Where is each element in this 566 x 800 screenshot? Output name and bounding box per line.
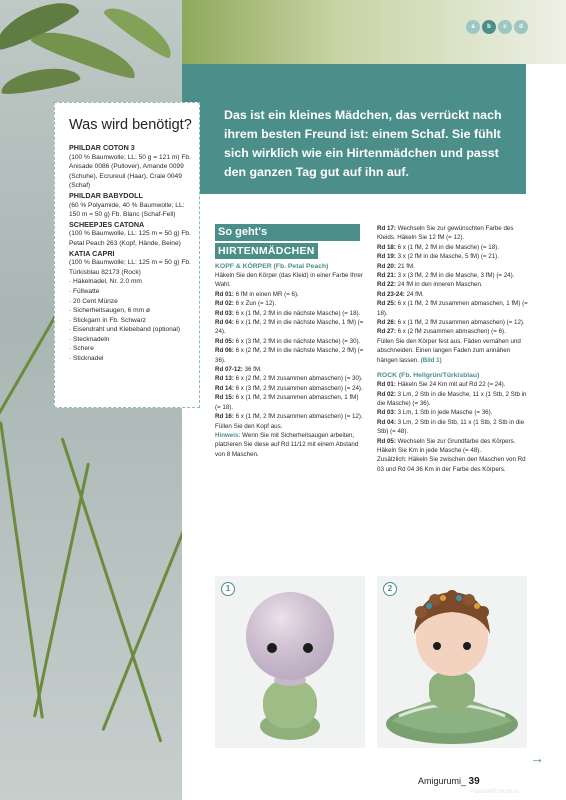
pattern-row: [215, 290, 365, 299]
head-end-note: Füllen Sie den Kopf aus.: [215, 422, 283, 430]
row-label: Rd 03:: [215, 309, 234, 317]
material-item: · Stecknadeln: [69, 335, 193, 345]
row-text: 36 fM.: [242, 366, 262, 374]
row-label: Rd 17:: [377, 225, 396, 232]
material-item: · Sicherheitsaugen, 6 mm ø: [69, 306, 193, 316]
doll-head-illustration: [215, 576, 365, 748]
row-label: Rd 06:: [215, 347, 234, 355]
row-text: 6 x (1 fM, 2 fM zusammen abmaschen) (= 12).: [233, 413, 363, 421]
row-text: 3 x (2 fM in die Masche, 5 fM) (= 21).: [395, 253, 499, 261]
row-label: Rd 20:: [377, 262, 396, 270]
skirt-end-note: Zusätzlich: Häkeln Sie zwischen den Maschen von Rd 03 und Rd 04 36 Km in der Farbe des Körpers.: [377, 456, 526, 473]
nav-dot-1: a: [466, 20, 480, 34]
row-text: Häkeln Sie 24 Km mit auf Rd 22 (= 24).: [395, 381, 506, 389]
row-label: Rd 21:: [377, 272, 396, 280]
row-label: Rd 02:: [377, 390, 396, 398]
row-label: Rd 03:: [377, 409, 396, 417]
row-label: Rd 02:: [215, 300, 234, 308]
photo-step-1: [215, 576, 365, 748]
pattern-row: [215, 374, 365, 383]
section-intro: Häkeln Sie den Körper (das Kleid) in einer Farbe Ihrer Wahl.: [215, 272, 363, 289]
instructions-column-1: [215, 222, 365, 459]
howto-heading: So geht's: [215, 224, 360, 241]
row-label: Rd 01:: [377, 381, 396, 389]
pattern-row: [377, 224, 529, 243]
material-item: · Sticknadel: [69, 354, 193, 364]
material-yarn-detail: (60 % Polyamide, 40 % Baumwolle; LL: 150 m = 50 g) Fb. Blanc (Schaf-Fell): [69, 201, 185, 219]
row-label: Rd 18:: [377, 243, 396, 251]
pattern-row: [377, 290, 529, 299]
magazine-name: Amigurumi: [418, 776, 462, 786]
row-label: Rd 13:: [215, 375, 234, 383]
pattern-row: [215, 309, 365, 318]
hint-text: Wenn Sie mit Sicherheitsaugen arbeiten, platzieren Sie diese auf Rd 11/12 mit einem Abstand von 8 Maschen.: [215, 431, 359, 458]
row-label: Rd 04:: [215, 319, 234, 327]
row-label: Rd 05:: [215, 337, 234, 345]
row-label: Rd 05:: [377, 437, 396, 445]
row-text: 6 x (1 fM, 2 fM zusammen abmaschen, 1 fM) (= 18).: [377, 300, 528, 317]
row-label: Rd 23-24:: [377, 290, 405, 298]
row-label: Rd 04:: [377, 418, 396, 426]
row-text: 6 x (1 fM, 2 fM zusammen abmaschen, 1 fM) (= 18).: [215, 394, 359, 411]
row-text: 6 x (1 fM, 2 fM zusammen abmaschen) (= 12).: [395, 319, 525, 327]
materials-title: Was wird benötigt?: [69, 117, 192, 133]
pattern-row: [215, 412, 365, 421]
row-text: 21 fM.: [395, 262, 415, 270]
pattern-title: HIRTENMÄDCHEN: [215, 243, 318, 259]
row-label: Rd 19:: [377, 253, 396, 261]
material-yarn-detail: (100 % Baumwolle; LL: 50 g = 121 m) Fb. Anisade 0086 (Pullover), Amande 0099 (Schuhe), Ecrureuil (Haar), Craie 0049 (Schaf): [69, 153, 191, 190]
nav-dot-4: d: [514, 20, 528, 34]
pattern-row: [377, 437, 529, 456]
row-label: Rd 26:: [377, 319, 396, 327]
rows-skirt: [377, 380, 529, 455]
pattern-row: [215, 337, 365, 346]
photo-step-2: [377, 576, 527, 748]
pattern-row: [377, 418, 529, 437]
pattern-row: [377, 318, 529, 327]
row-label: Rd 01:: [215, 290, 234, 298]
row-text: 6 x (1 fM, 2 fM in die nächste Masche, 1 fM) (= 24).: [215, 319, 364, 336]
row-label: Rd 16:: [215, 413, 234, 421]
material-yarn-detail: (100 % Baumwolle, LL: 125 m = 50 g) Fb. Petal Peach 263 (Kopf, Hände, Beine): [69, 230, 191, 247]
doll-finished-illustration: [377, 576, 527, 748]
materials-list: [69, 143, 193, 364]
photo-badge-1: 1: [221, 582, 235, 596]
page-footer: Amigurumi_ 39: [418, 776, 480, 787]
material-yarn-name: PHILDAR COTON 3: [69, 143, 135, 152]
row-text: Wechseln Sie zur Grundfarbe des Körpers. Häkeln Sie Km in jede Masche (= 48).: [377, 437, 516, 454]
material-item: · 20 Cent Münze: [69, 297, 193, 307]
row-text: 6 x (2 fM, 2 fM zusammen abmaschen) (= 30).: [233, 375, 363, 383]
finish-text: Füllen Sie den Körper fest aus. Fäden vernähen und abschneiden. Einen langen Faden zum annähen hängen lassen.: [377, 337, 521, 364]
section-head-body: KOPF & KÖRPER (Fb. Petal Peach): [215, 263, 329, 270]
row-text: 6 x Zun (= 12).: [233, 300, 277, 308]
row-label: Rd 15:: [215, 394, 234, 402]
row-label: Rd 25:: [377, 300, 396, 308]
pattern-row: [215, 365, 365, 374]
row-text: 6 x (3 fM, 2 fM in die nächste Masche) (= 30).: [233, 337, 361, 345]
hint-label: Hinweis:: [215, 431, 241, 439]
watermark: PassionForum.ru: [470, 788, 520, 795]
page-nav-dots: [466, 20, 528, 34]
page-number: 39: [468, 776, 480, 787]
material-yarn-name: KATIA CAPRI: [69, 248, 115, 258]
row-label: Rd 22:: [377, 281, 396, 289]
material-yarn-name: PHILDAR BABYDOLL: [69, 190, 143, 200]
pattern-row: [377, 280, 529, 289]
section-head-skirt: ROCK (Fb. Hellgrün/Türkisblau): [377, 372, 480, 380]
pattern-row: [377, 408, 529, 417]
intro-banner: [182, 64, 526, 194]
row-text: 6 x (2 fM, 2 fM in die nächste Masche, 2 fM) (= 36).: [215, 347, 364, 364]
intro-text: Das ist ein kleines Mädchen, das verrückt nach ihrem besten Freund ist: einem Schaf. Sie fühlt sich wirklich wie ein Hirtenmädchen und passt den ganzen Tag gut auf ihn auf.: [224, 108, 502, 179]
row-text: 3 Lm, 2 Stb in die Stb, 11 x (1 Stb, 2 Stb in die Stb) (= 48).: [377, 418, 525, 436]
row-text: 6 x (1 fM, 2 fM in die nächste Masche) (= 18).: [233, 309, 361, 317]
row-label: Rd 14:: [215, 384, 234, 392]
pattern-row: [377, 299, 529, 318]
row-text: 3 x (3 fM, 2 fM in die Masche, 3 fM) (= 24).: [395, 272, 515, 280]
materials-box: [54, 102, 200, 408]
row-text: 3 Lm, 1 Stb in jede Masche (= 36).: [395, 409, 493, 417]
row-text: 3 Lm, 2 Stb in die Masche, 11 x (1 Stb, 2 Stb in die Masche) (= 36).: [377, 390, 527, 407]
pattern-row: [215, 384, 365, 393]
material-yarn-detail: (100 % Baumwolle; LL: 125 m = 50 g) Fb. Türkisblau 82173 (Rock): [69, 259, 191, 276]
pattern-row: [377, 262, 529, 271]
pattern-row: [215, 318, 365, 337]
row-text: 6 x (3 fM, 2 fM zusammen abmaschen) (= 24).: [233, 384, 363, 392]
row-label: Rd 27:: [377, 328, 396, 336]
row-text: 6 x (2 fM zusammen abmaschen) (= 6).: [395, 328, 506, 336]
row-text: 24 fM in den inneren Maschen.: [395, 281, 483, 289]
material-item: · Stickgarn in Fb. Schwarz: [69, 316, 193, 326]
material-item: · Schere: [69, 344, 193, 354]
hint-note: [215, 431, 365, 459]
material-yarn-name: SCHEEPJES CATONA: [69, 219, 145, 229]
pattern-row: [377, 327, 529, 336]
row-text: 24 fM.: [404, 290, 424, 298]
material-item: · Häkelnadel, Nr. 2.0 mm: [69, 277, 193, 287]
pattern-row: [215, 393, 365, 412]
pattern-row: [377, 380, 529, 389]
pattern-row: [377, 390, 529, 409]
picture-ref: (Bild 1): [420, 356, 442, 364]
material-item: · Eisendraht und Klebeband (optional): [69, 325, 193, 335]
row-text: 6 fM in einen MR (= 6).: [233, 290, 299, 298]
body-finish-note: [377, 337, 529, 365]
pattern-row: [377, 271, 529, 280]
row-text: 6 x (1 fM, 2 fM in die Masche) (= 18).: [395, 243, 499, 251]
next-page-arrow-icon: →: [530, 750, 544, 766]
photo-badge-2: 2: [383, 582, 397, 596]
pattern-row: [215, 346, 365, 365]
nav-dot-2: b: [482, 20, 496, 34]
row-text: Wechseln Sie zur gewünschten Farbe des Kleids. Häkeln Sie 12 fM (= 12).: [377, 225, 514, 242]
pattern-row: [377, 243, 529, 252]
nav-dot-3: c: [498, 20, 512, 34]
pattern-row: [215, 299, 365, 308]
pattern-row: [377, 252, 529, 261]
row-label: Rd 07-12:: [215, 366, 243, 374]
rows-head: [215, 290, 365, 422]
material-item: · Füllwatte: [69, 287, 193, 297]
instructions-column-2: [377, 224, 529, 474]
rows-body: [377, 224, 529, 337]
